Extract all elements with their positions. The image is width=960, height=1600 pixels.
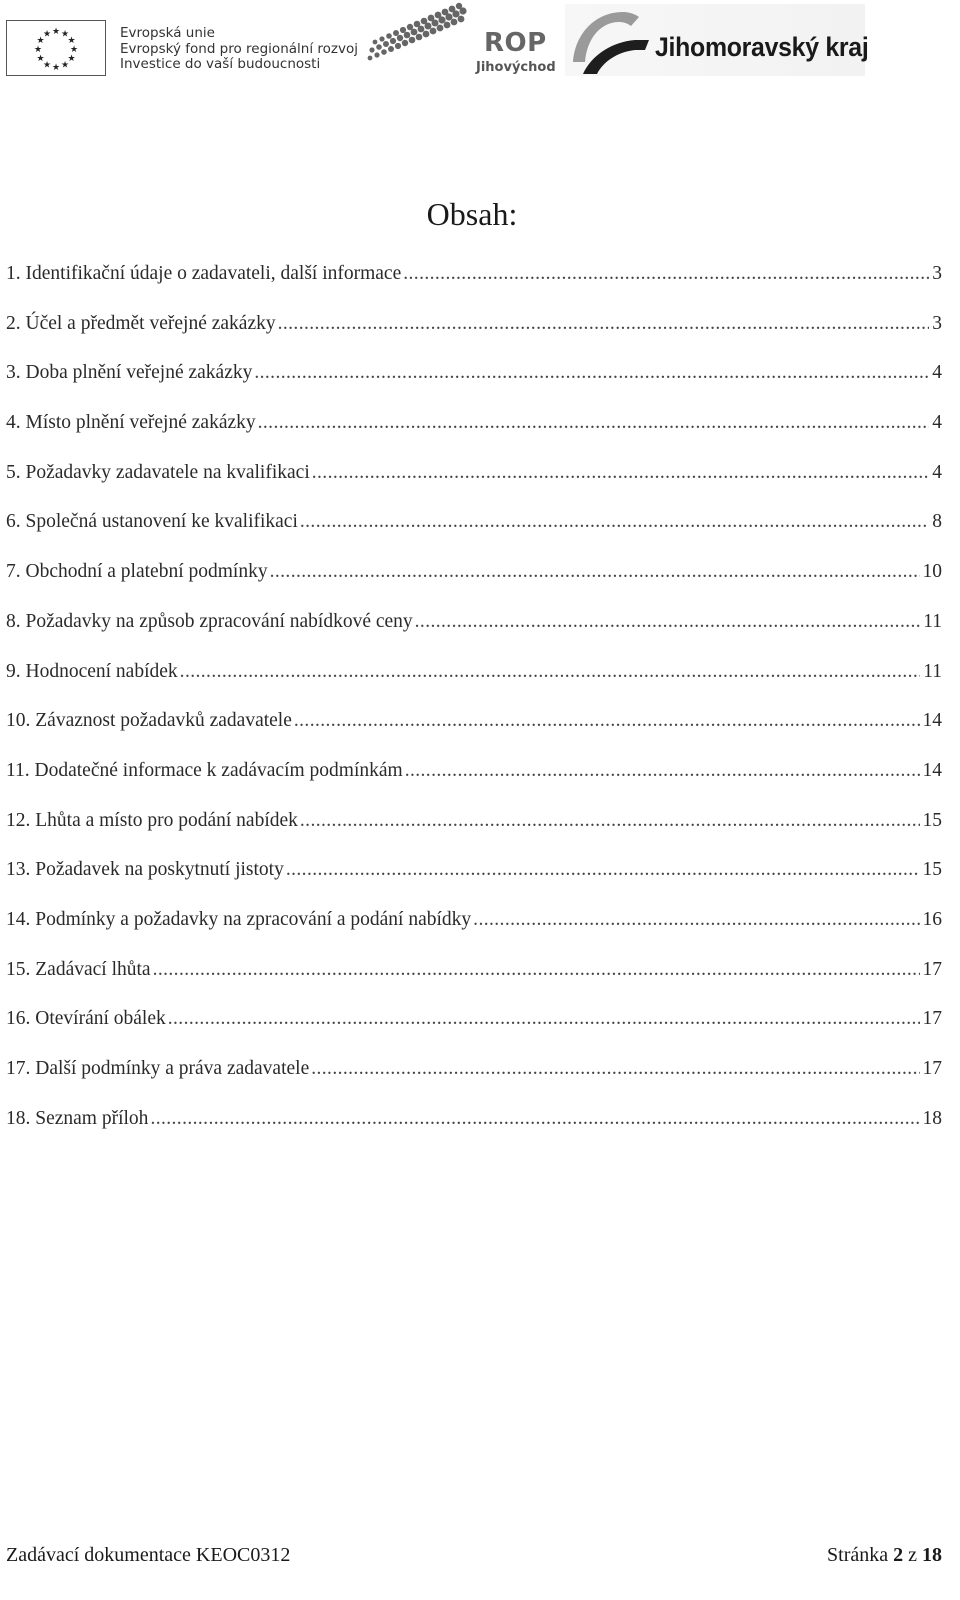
toc-item[interactable] (6, 909, 942, 959)
toc-item-leader (180, 661, 921, 683)
eu-flag-icon (6, 20, 106, 76)
toc-item-leader (312, 462, 930, 484)
svg-text:★: ★ (42, 60, 52, 71)
toc-item-page: 14 (922, 710, 942, 732)
toc-item-title: 1. Identifikační údaje o zadavateli, další informace (6, 263, 402, 284)
toc-item[interactable] (6, 760, 942, 810)
svg-text:★: ★ (51, 27, 61, 37)
toc-item[interactable] (6, 462, 942, 512)
toc-item-page: 10 (922, 561, 942, 583)
rop-logo-title: ROP (484, 28, 547, 58)
toc-item-title: 2. Účel a předmět veřejné zakázky (6, 312, 276, 334)
toc-item-leader (415, 611, 921, 633)
footer-page-total: 18 (922, 1544, 942, 1566)
region-logo-title: Jihomoravský kraj (655, 32, 869, 62)
toc-item-page: 3 (932, 312, 942, 334)
toc-item-leader (473, 909, 919, 931)
toc-item-title: 5. Požadavky zadavatele na kvalifikaci (6, 461, 310, 483)
toc-item-page: 17 (922, 958, 942, 980)
toc-item[interactable] (6, 810, 942, 860)
toc-list (6, 263, 942, 1157)
toc-item[interactable] (6, 263, 942, 313)
toc-item-title: 4. Místo plnění veřejné zakázky (6, 412, 256, 434)
toc-item-leader (270, 561, 920, 583)
footer-page-label: Stránka (827, 1544, 889, 1566)
eu-logo-line3: Investice do vaší budoucnosti (120, 56, 321, 72)
page-footer (6, 1544, 942, 1570)
toc-item-page: 11 (923, 610, 942, 632)
eu-logo-text (120, 26, 358, 73)
toc-item[interactable] (6, 1058, 942, 1108)
footer-page-number (827, 1544, 942, 1567)
toc-item-page: 8 (932, 511, 942, 533)
toc-item-page: 15 (922, 859, 942, 881)
eu-logo (6, 20, 358, 80)
svg-text:★: ★ (60, 60, 70, 71)
region-logo (565, 4, 869, 76)
toc-item[interactable] (6, 859, 942, 909)
toc-item[interactable] (6, 511, 942, 561)
toc-item-title: 14. Podmínky a požadavky na zpracování a podání nabídky (6, 908, 472, 930)
toc-item-title: 10. Závaznost požadavků zadavatele (6, 710, 292, 732)
eu-logo-line1: Evropská unie (120, 25, 215, 41)
toc-item-leader (278, 313, 930, 335)
toc-item[interactable] (6, 611, 942, 661)
toc-item-leader (150, 1108, 919, 1130)
toc-item[interactable] (6, 412, 942, 462)
toc-item-leader (168, 1008, 920, 1030)
toc-item-leader (254, 362, 929, 384)
toc-item-leader (294, 710, 920, 732)
region-swoosh-icon (565, 4, 655, 76)
toc-item-title: 17. Další podmínky a práva zadavatele (6, 1058, 310, 1079)
footer-page-current: 2 (893, 1544, 904, 1566)
svg-text:★: ★ (67, 54, 76, 64)
toc-item-page: 4 (932, 461, 942, 483)
toc-item[interactable] (6, 362, 942, 412)
toc-item[interactable] (6, 710, 942, 760)
toc-item-title: 7. Obchodní a platební podmínky (6, 561, 268, 583)
toc-item-page: 11 (923, 660, 942, 682)
eu-logo-line2: Evropský fond pro regionální rozvoj (120, 40, 358, 57)
toc-item-title: 11. Dodatečné informace k zadávacím podmínkám (6, 759, 403, 781)
toc-item-title: 3. Doba plnění veřejné zakázky (6, 362, 253, 384)
footer-page-sep: z (908, 1544, 917, 1566)
toc-item[interactable] (6, 313, 942, 363)
toc-item-title: 18. Seznam příloh (6, 1107, 149, 1129)
toc-item-title: 6. Společná ustanovení ke kvalifikaci (6, 511, 298, 533)
toc-item[interactable] (6, 661, 942, 711)
toc-item-page: 4 (932, 412, 942, 434)
toc-item[interactable] (6, 1108, 942, 1158)
svg-text:★: ★ (67, 36, 76, 46)
footer-document-name: Zadávací dokumentace KEOC0312 (6, 1544, 291, 1566)
toc-item-page: 17 (922, 1058, 942, 1079)
toc-item-page: 3 (932, 263, 942, 284)
toc-item-page: 18 (922, 1107, 942, 1129)
toc-item-leader (258, 412, 930, 434)
toc-item-leader (300, 810, 920, 832)
toc-item-title: 9. Hodnocení nabídek (6, 660, 178, 682)
svg-text:★: ★ (69, 45, 79, 55)
toc-item-title: 16. Otevírání obálek (6, 1008, 166, 1030)
toc-item-leader (286, 859, 920, 881)
toc-heading: Obsah: (426, 196, 518, 232)
toc-item-title: 8. Požadavky na způsob zpracování nabídkové ceny (6, 610, 413, 632)
svg-text:★: ★ (36, 36, 45, 46)
toc-item[interactable] (6, 561, 942, 611)
toc-item-page: 15 (922, 809, 942, 831)
toc-item-title: 15. Zadávací lhůta (6, 958, 151, 980)
rop-logo-subtitle: Jihovýchod (476, 60, 556, 75)
toc-item-page: 17 (922, 1008, 942, 1030)
toc-item-page: 4 (932, 362, 942, 384)
toc-item-leader (403, 263, 929, 285)
svg-text:★: ★ (42, 29, 52, 40)
toc-item-title: 12. Lhůta a místo pro podání nabídek (6, 809, 298, 831)
rop-logo (366, 2, 566, 80)
toc-item-title: 13. Požadavek na poskytnutí jistoty (6, 859, 284, 881)
svg-text:★: ★ (36, 54, 45, 64)
toc-item[interactable] (6, 959, 942, 1009)
toc-item-page: 14 (922, 759, 942, 781)
svg-text:★: ★ (51, 63, 61, 73)
toc-item-leader (153, 959, 920, 981)
svg-text:★: ★ (60, 29, 70, 40)
toc-item[interactable] (6, 1008, 942, 1058)
header-logo-bar (0, 0, 960, 90)
toc-item-leader (311, 1058, 919, 1080)
toc-item-leader (405, 760, 920, 782)
toc-item-leader (300, 511, 929, 533)
svg-text:★: ★ (33, 45, 43, 55)
toc-item-page: 16 (922, 908, 942, 930)
